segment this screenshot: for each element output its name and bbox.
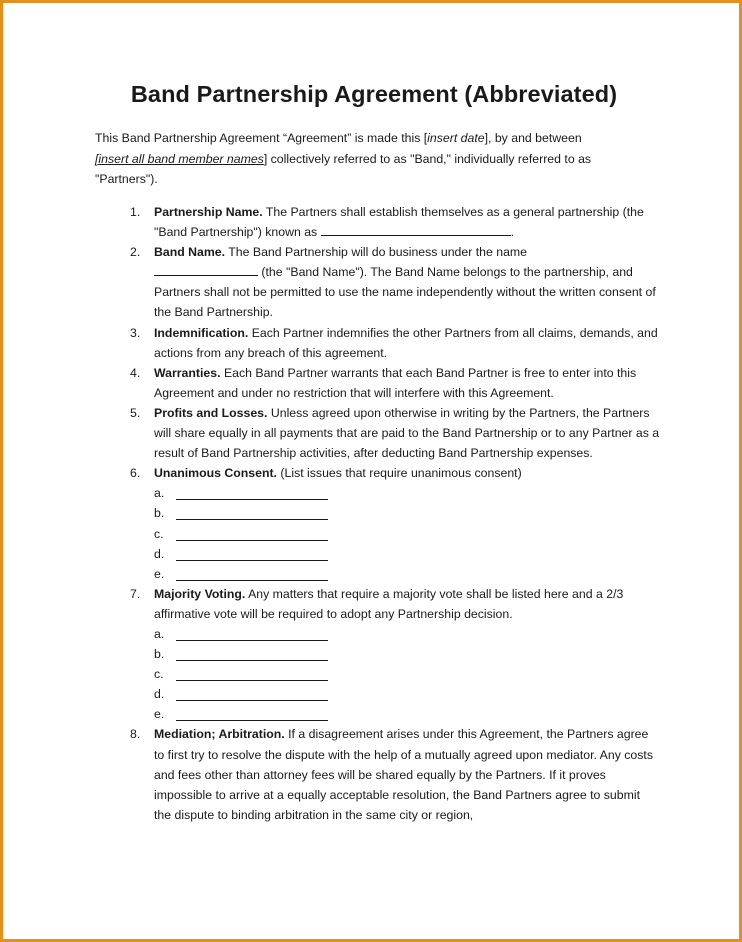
intro-paragraph [95,128,655,190]
clause-text: The Partners shall establish themselves as a general partnership (the "Band Partnership") known as [154,205,644,240]
clause-heading: Warranties. [154,365,221,380]
sub-letter: e. [154,566,165,581]
clause-number: 2. [130,245,141,260]
clause-heading: Mediation; Arbitration. [154,727,285,742]
clause-6 [130,463,660,483]
clause-7 [130,584,660,624]
intro-text-4: "Partners"). [95,172,158,186]
sub-letter: b. [154,647,165,662]
sub-item [130,503,660,523]
clause-text: Each Band Partner warrants that each Band Partner is free to enter into this Agreement and under no restriction that will interfere with this Agreement. [154,365,637,400]
clause-heading: Majority Voting. [154,586,246,601]
clause-heading: Partnership Name. [154,205,263,219]
sub-item [130,644,660,664]
insert-names-placeholder: insert all band member names [98,151,264,166]
clause-number: 3. [130,325,141,340]
clause-number: 7. [130,586,141,601]
sub-letter: e. [154,707,165,722]
sub-letter: d. [154,546,165,561]
intro-text-1: This Band Partnership Agreement “Agreement” is made this [ [95,131,428,145]
intro-text-3: ] collectively referred to as "Band," individually referred to as [263,151,592,166]
clause-heading: Band Name. [154,245,226,260]
sub-letter: b. [154,506,165,521]
clause-text-cont: (the "Band Name"). The Band Name belongs to the partnership, and Partners shall not be permitted to use the name independently without the written consent of the Band Partnership. [154,265,656,320]
clause-1 [130,202,660,242]
clause-8 [130,724,660,824]
blank-line [176,688,328,701]
clause-text: If a disagreement arises under this Agreement, the Partners agree to first try to resolve the dispute with the help of a mutually agreed upon mediator. Any costs and fees other than attorney fees will be shared equally by the Partners. If it proves impossible to arrive at a equally acceptable resolution, the Band Partners agree to submit the dispute to binding arbitration in the same city or region, [154,727,653,822]
bracket-open: [ [95,151,99,166]
clause-heading: Indemnification. [154,325,249,340]
clause-text: Unless agreed upon otherwise in writing by the Partners, the Partners will share equally in all payments that are paid to the Band Partnership or to any Partner as a result of Band Partnership activities, after deducting Band Partnership expenses. [154,405,660,461]
blank-line [176,648,328,661]
sub-letter: a. [154,486,165,501]
clause-5 [130,403,660,463]
sub-item [130,483,660,503]
sub-item [130,684,660,704]
blank-line [154,262,258,276]
intro-text-2: ], by and between [484,131,582,145]
clause-heading: Unanimous Consent. [154,466,277,481]
blank-line [176,507,328,520]
sub-item [130,564,660,584]
clause-number: 6. [130,466,141,481]
sub-item [130,524,660,544]
clause-3 [130,323,660,363]
clause-number: 8. [130,727,141,742]
blank-line [176,668,328,681]
blank-line [176,487,328,500]
blank-line [176,528,328,541]
blank-line [176,708,328,721]
sub-item [130,704,660,724]
sub-item [130,544,660,564]
sub-letter: c. [154,526,164,541]
clause-text-end: . [510,225,515,240]
sub-letter: c. [154,667,164,682]
blank-line [176,628,328,641]
clause-list [130,202,660,825]
clause-number: 5. [130,405,141,420]
clause-text: (List issues that require unanimous consent) [276,466,522,481]
insert-date-placeholder: insert date [427,131,485,145]
sub-item [130,664,660,684]
clause-number: 4. [130,365,141,380]
sub-item [130,624,660,644]
blank-line [321,222,511,236]
clause-heading: Profits and Losses. [154,405,268,420]
clause-text: Each Partner indemnifies the other Partners from all claims, demands, and actions from any breach of this agreement. [154,325,658,360]
document-title: Band Partnership Agreement (Abbreviated) [130,81,618,107]
clause-text: Any matters that require a majority vote shall be listed here and a 2/3 affirmative vote will be required to adopt any Partnership decision. [154,586,624,621]
blank-line [176,548,328,561]
sub-letter: a. [154,626,165,641]
clause-2 [130,242,660,322]
clause-4 [130,363,660,403]
clause-number: 1. [130,205,141,219]
blank-line [176,568,328,581]
sub-letter: d. [154,687,165,702]
clause-text: The Band Partnership will do business under the name [225,245,527,260]
